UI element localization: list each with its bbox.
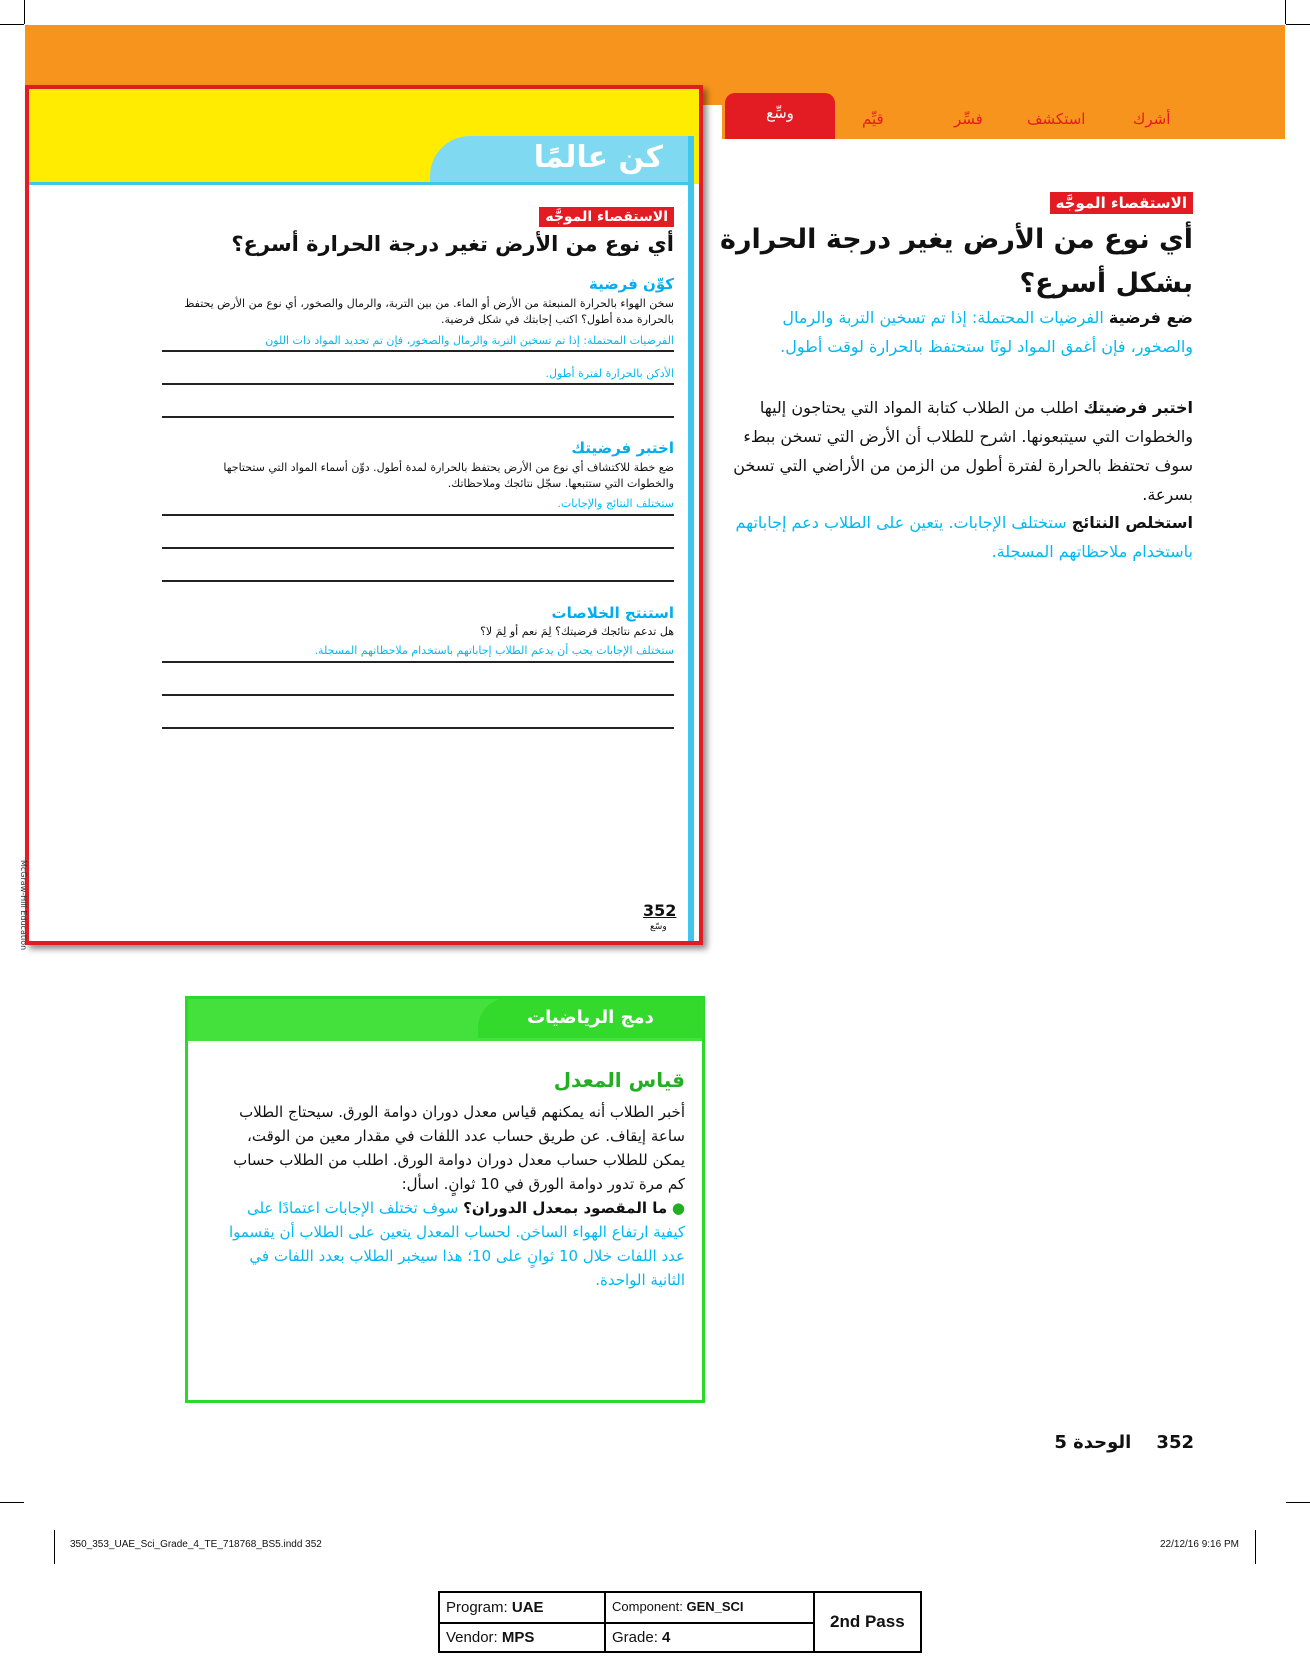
section2-answer: ستختلف النتائج والإجابات. — [557, 497, 674, 510]
grade-cell: Grade: 4 — [612, 1629, 671, 1646]
math-heading: قياس المعدل — [553, 1068, 685, 1092]
section2-heading: اختبر فرضيتك — [571, 439, 674, 457]
footer-unit: الوحدة 5 — [1054, 1432, 1132, 1453]
hypothesis-paragraph — [733, 303, 1193, 361]
answer-line — [162, 661, 674, 663]
tab-extend[interactable]: وسِّع — [725, 93, 835, 139]
footer-page: 352 — [1156, 1432, 1194, 1453]
math-question: ما المقصود بمعدل الدوران؟ — [463, 1199, 668, 1217]
conclude-paragraph — [733, 508, 1193, 566]
test-paragraph — [733, 393, 1193, 509]
program-cell: Program: UAE — [446, 1599, 544, 1616]
answer-line — [162, 694, 674, 696]
answer-line — [162, 350, 674, 352]
crop-mark — [0, 1502, 24, 1503]
conclude-text: ستختلف الإجابات. يتعين على الطلاب دعم إجاباتهم باستخدام ملاحظاتهم المسجلة. — [735, 513, 1193, 561]
student-question: أي نوع من الأرض تغير درجة الحرارة أسرع؟ — [231, 232, 674, 256]
student-page-number: 352 — [643, 901, 677, 920]
answer-line — [162, 727, 674, 729]
page-edge — [688, 136, 694, 941]
section1-answer-2: الأدكن بالحرارة لفترة أطول. — [545, 367, 674, 380]
table-divider — [440, 1622, 814, 1624]
slug-date: 22/12/16 9:16 PM — [1160, 1539, 1239, 1550]
banner-title: كن عالمًا — [533, 140, 663, 175]
table-divider — [604, 1593, 606, 1653]
math-tab: دمج الرياضيات — [478, 998, 703, 1038]
crop-mark — [1285, 0, 1286, 24]
conclude-lead: استخلص النتائج — [1071, 513, 1193, 532]
tab-engage[interactable]: أشرك — [1133, 110, 1171, 128]
section2-body: ضع خطة للاكتشاف أي نوع من الأرض يحتفظ بالحرارة لمدة أطول. دوِّن أسماء المواد التي ستحتاجها والخطوات التي ستتبعها. سجّل نتائجك وملاحظاتك. — [223, 461, 674, 490]
teacher-label: الاستقصاء الموجَّه — [1050, 193, 1193, 212]
section1-answer: الفرضيات المحتملة: إذا تم تسخين التربة والرمال والصخور، فإن تم تحديد المواد ذات اللون — [265, 334, 674, 347]
answer-line — [162, 514, 674, 516]
tab-explain[interactable]: فسِّر — [954, 110, 983, 128]
crop-mark — [1286, 1502, 1310, 1503]
section3-heading: استنتج الخلاصات — [551, 604, 674, 622]
answer-line — [162, 547, 674, 549]
hypothesis-text: الفرضيات المحتملة: إذا تم تسخين التربة والرمال والصخور، فإن أغمق المواد لونًا ستحتفظ بالحرارة لوقت أطول. — [780, 308, 1193, 356]
test-text: اطلب من الطلاب كتابة المواد التي يحتاجون إليها والخطوات التي سيتبعونها. اشرح للطلاب أن الأرض التي تسخن ببطء سوف تحتفظ بالحرارة لفترة أطول من الزمن من الأراضي التي تسخن بسرعة. — [733, 398, 1193, 504]
student-page-label: وسّع — [650, 922, 667, 932]
student-label: الاستقصاء الموجَّه — [539, 206, 674, 225]
side-credit: McGraw-Hill Education — [19, 860, 28, 951]
answer-line — [162, 580, 674, 582]
tab-explore[interactable]: استكشف — [1027, 110, 1086, 128]
math-body: أخبر الطلاب أنه يمكنهم قياس معدل دوران دوامة الورق. سيحتاج الطلاب ساعة إيقاف. عن طريق حساب عدد اللفات في مقدار معين من الوقت، يمكن للطلاب حساب معدل دوران دوامة الورق. اطلب من الطلاب حساب كم مرة تدور دوامة الورق في 10 ثوانٍ. اسأل: — [233, 1103, 685, 1193]
tab-evaluate[interactable]: قيِّم — [862, 110, 884, 128]
math-answer: سوف تختلف الإجابات اعتمادًا على كيفية ارتفاع الهواء الساخن. لحساب المعدل يتعين على الطلاب أن يقسموا عدد اللفات خلال 10 ثوانٍ على 10؛ هذا سيخبر الطلاب بعدد اللفات في الثانية الواحدة. — [228, 1199, 685, 1289]
answer-line — [162, 383, 674, 385]
table-divider — [813, 1593, 815, 1653]
crop-mark — [24, 0, 25, 24]
teacher-question-1: أي نوع من الأرض يغير درجة الحرارة — [720, 224, 1193, 255]
component-cell: Component: GEN_SCI — [612, 1599, 744, 1614]
section1-body: سخن الهواء بالحرارة المنبعثة من الأرض أو الماء. من بين التربة، والرمال والصخور، أي نوع من الأرض يحتفظ بالحرارة مدة أطول؟ اكتب إجابتك في شكل فرضية. — [184, 297, 674, 326]
banner-rule — [29, 182, 694, 185]
section3-answer: ستختلف الإجابات يجب أن يدعم الطلاب إجاباتهم باستخدام ملاحظاتهم المسجلة. — [314, 644, 674, 657]
crop-mark — [1255, 1530, 1256, 1564]
math-question-block: ● ما المقصود بمعدل الدوران؟ سوف تختلف الإجابات اعتمادًا على كيفية ارتفاع الهواء الساخن. لحساب المعدل يتعين على الطلاب أن يقسموا عدد اللفات خلال 10 ثوانٍ على 10؛ هذا سيخبر الطلاب بعدد اللفات في الثانية الواحدة. — [228, 1199, 685, 1289]
proof-table — [438, 1591, 922, 1653]
hypothesis-lead: ضع فرضية — [1108, 308, 1193, 327]
banner-tab — [430, 136, 693, 184]
section3-body: هل تدعم نتائجك فرضيتك؟ لِمَ نعم أو لِمَ لا؟ — [480, 625, 674, 638]
crop-mark — [54, 1530, 55, 1564]
section1-heading: كوِّن فرضية — [588, 275, 674, 293]
crop-mark — [0, 24, 24, 25]
crop-mark — [1286, 24, 1310, 25]
page-footer — [1054, 1432, 1194, 1453]
pass-cell: 2nd Pass — [830, 1612, 905, 1631]
answer-line — [162, 416, 674, 418]
test-lead: اختبر فرضيتك — [1083, 398, 1193, 417]
slug-file: 350_353_UAE_Sci_Grade_4_TE_718768_BS5.indd 352 — [70, 1539, 322, 1550]
teacher-question-2: بشكل أسرع؟ — [1019, 268, 1193, 299]
vendor-cell: Vendor: MPS — [446, 1629, 535, 1646]
